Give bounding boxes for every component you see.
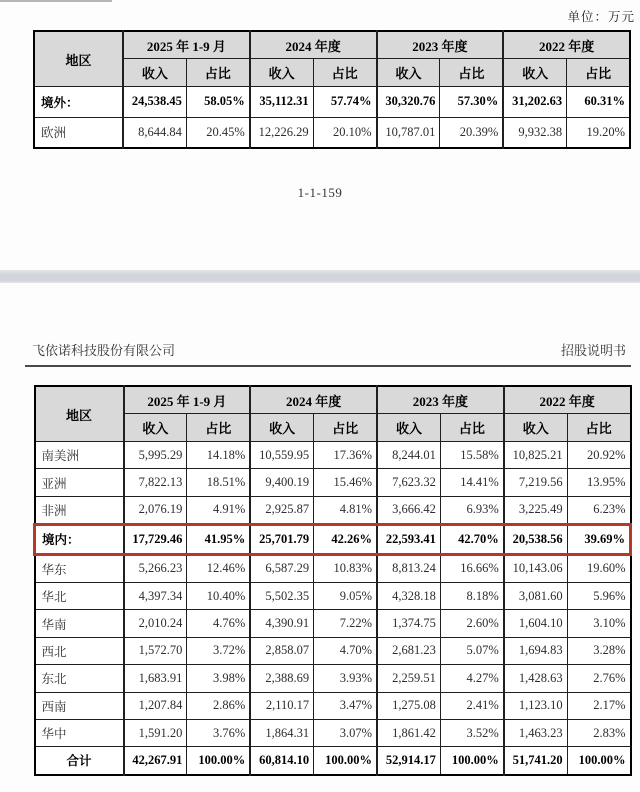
region-label: 西南 bbox=[35, 692, 124, 719]
revenue-value: 35,112.31 bbox=[250, 87, 313, 118]
revenue-value: 2,681.23 bbox=[377, 637, 440, 664]
revenue-value: 7,219.56 bbox=[504, 469, 567, 496]
column-header-region: 地区 bbox=[34, 31, 123, 87]
revenue-value: 2,010.24 bbox=[124, 610, 187, 637]
table-header-rows bbox=[35, 386, 631, 442]
revenue-value: 6,587.29 bbox=[250, 554, 313, 582]
revenue-value: 4,397.34 bbox=[124, 582, 187, 609]
ratio-value: 20.10% bbox=[313, 117, 376, 148]
region-label: 南美洲 bbox=[35, 442, 124, 469]
column-header-period: 2022 年度 bbox=[503, 31, 630, 59]
ratio-value: 10.83% bbox=[314, 554, 377, 582]
ratio-value: 3.10% bbox=[567, 610, 630, 637]
ratio-value: 3.72% bbox=[187, 637, 250, 664]
revenue-value: 51,741.20 bbox=[504, 747, 567, 775]
revenue-value: 2,388.69 bbox=[250, 665, 313, 692]
revenue-value: 1,572.70 bbox=[124, 637, 187, 664]
revenue-value: 1,428.63 bbox=[504, 665, 567, 692]
ratio-value: 2.83% bbox=[567, 719, 630, 746]
revenue-value: 8,244.01 bbox=[377, 442, 440, 469]
ratio-value: 13.95% bbox=[567, 469, 630, 496]
unit-label: 单位：万元 bbox=[567, 10, 635, 24]
revenue-value: 9,932.38 bbox=[503, 117, 566, 148]
region-label: 合计 bbox=[35, 747, 124, 775]
region-label: 西北 bbox=[35, 637, 124, 664]
ratio-value: 15.46% bbox=[314, 469, 377, 496]
ratio-value: 4.70% bbox=[314, 637, 377, 664]
ratio-value: 5.07% bbox=[440, 637, 503, 664]
table-row bbox=[35, 665, 631, 692]
revenue-value: 4,328.18 bbox=[377, 582, 440, 609]
revenue-value: 2,925.87 bbox=[250, 496, 313, 524]
revenue-value: 1,374.75 bbox=[377, 610, 440, 637]
ratio-value: 19.20% bbox=[567, 117, 630, 148]
revenue-value: 1,864.31 bbox=[250, 719, 313, 746]
revenue-value: 2,110.17 bbox=[250, 692, 313, 719]
table-row bbox=[35, 692, 631, 719]
ratio-value: 100.00% bbox=[440, 747, 503, 775]
column-header-income: 收入 bbox=[124, 414, 187, 442]
revenue-value: 22,593.41 bbox=[377, 525, 440, 554]
column-header-period: 2025 年 1-9 月 bbox=[124, 386, 251, 414]
region-label: 欧洲 bbox=[34, 117, 123, 148]
ratio-value: 3.47% bbox=[314, 692, 377, 719]
ratio-value: 4.27% bbox=[440, 665, 503, 692]
table-row bbox=[35, 469, 631, 496]
column-header-income: 收入 bbox=[503, 59, 566, 87]
table-row bbox=[35, 525, 631, 554]
revenue-value: 10,559.95 bbox=[250, 442, 313, 469]
revenue-value: 42,267.91 bbox=[124, 747, 187, 775]
region-label: 东北 bbox=[35, 665, 124, 692]
column-header-ratio: 占比 bbox=[567, 59, 630, 87]
ratio-value: 3.28% bbox=[567, 637, 630, 664]
table-body-rows bbox=[34, 87, 630, 149]
column-header-ratio: 占比 bbox=[440, 414, 503, 442]
column-header-period: 2024 年度 bbox=[250, 386, 377, 414]
column-header-period: 2022 年度 bbox=[504, 386, 631, 414]
revenue-value: 8,644.84 bbox=[123, 117, 186, 148]
revenue-value: 10,787.01 bbox=[377, 117, 440, 148]
ratio-value: 3.98% bbox=[187, 665, 250, 692]
ratio-value: 7.22% bbox=[314, 610, 377, 637]
scan-artifact-line bbox=[0, 0, 112, 2]
revenue-value: 3,225.49 bbox=[504, 496, 567, 524]
region-label: 华东 bbox=[35, 554, 124, 582]
ratio-value: 2.60% bbox=[440, 610, 503, 637]
ratio-value: 3.07% bbox=[314, 719, 377, 746]
column-header-ratio: 占比 bbox=[313, 59, 376, 87]
ratio-value: 100.00% bbox=[567, 747, 630, 775]
ratio-value: 41.95% bbox=[187, 525, 250, 554]
ratio-value: 100.00% bbox=[314, 747, 377, 775]
table-row bbox=[35, 496, 631, 524]
column-header-ratio: 占比 bbox=[314, 414, 377, 442]
ratio-value: 60.31% bbox=[567, 87, 630, 118]
table-row bbox=[35, 610, 631, 637]
ratio-value: 6.93% bbox=[440, 496, 503, 524]
ratio-value: 3.93% bbox=[314, 665, 377, 692]
ratio-value: 39.69% bbox=[567, 525, 630, 554]
ratio-value: 4.91% bbox=[187, 496, 250, 524]
ratio-value: 2.41% bbox=[440, 692, 503, 719]
ratio-value: 12.46% bbox=[187, 554, 250, 582]
revenue-value: 10,143.06 bbox=[504, 554, 567, 582]
company-name: 飞依诺科技股份有限公司 bbox=[32, 343, 176, 358]
revenue-value: 20,538.56 bbox=[504, 525, 567, 554]
ratio-value: 17.36% bbox=[314, 442, 377, 469]
table-row bbox=[35, 554, 631, 582]
ratio-value: 5.96% bbox=[567, 582, 630, 609]
revenue-value: 2,858.07 bbox=[250, 637, 313, 664]
column-header-income: 收入 bbox=[504, 414, 567, 442]
region-label: 亚洲 bbox=[35, 469, 124, 496]
revenue-value: 2,076.19 bbox=[124, 496, 187, 524]
revenue-value: 1,683.91 bbox=[124, 665, 187, 692]
page-number: 1-1-159 bbox=[297, 185, 343, 200]
revenue-value: 4,390.91 bbox=[250, 610, 313, 637]
revenue-value: 1,861.42 bbox=[377, 719, 440, 746]
column-header-ratio: 占比 bbox=[567, 414, 630, 442]
ratio-value: 14.41% bbox=[440, 469, 503, 496]
revenue-value: 24,538.45 bbox=[123, 87, 186, 118]
ratio-value: 3.76% bbox=[187, 719, 250, 746]
ratio-value: 18.51% bbox=[187, 469, 250, 496]
revenue-value: 3,081.60 bbox=[504, 582, 567, 609]
revenue-value: 10,825.21 bbox=[504, 442, 567, 469]
region-label: 境外： bbox=[34, 87, 123, 118]
revenue-value: 1,207.84 bbox=[124, 692, 187, 719]
region-label: 境内： bbox=[35, 525, 124, 554]
region-label: 华中 bbox=[35, 719, 124, 746]
revenue-value: 7,623.32 bbox=[377, 469, 440, 496]
ratio-value: 57.30% bbox=[440, 87, 503, 118]
ratio-value: 57.74% bbox=[313, 87, 376, 118]
ratio-value: 10.40% bbox=[187, 582, 250, 609]
domestic-revenue-table bbox=[33, 385, 632, 776]
ratio-value: 58.05% bbox=[186, 87, 249, 118]
revenue-value: 31,202.63 bbox=[503, 87, 566, 118]
revenue-value: 8,813.24 bbox=[377, 554, 440, 582]
doc-type-label: 招股说明书 bbox=[560, 343, 626, 358]
ratio-value: 20.92% bbox=[567, 442, 630, 469]
table-row bbox=[34, 117, 630, 148]
revenue-value: 1,694.83 bbox=[504, 637, 567, 664]
revenue-value: 17,729.46 bbox=[124, 525, 187, 554]
ratio-value: 2.76% bbox=[567, 665, 630, 692]
revenue-value: 2,259.51 bbox=[377, 665, 440, 692]
table-body-rows bbox=[35, 442, 631, 775]
region-label: 非洲 bbox=[35, 496, 124, 524]
ratio-value: 8.18% bbox=[440, 582, 503, 609]
region-label: 华南 bbox=[35, 610, 124, 637]
revenue-value: 12,226.29 bbox=[250, 117, 313, 148]
region-label: 华北 bbox=[35, 582, 124, 609]
ratio-value: 14.18% bbox=[187, 442, 250, 469]
doc-header bbox=[25, 340, 631, 367]
table-row bbox=[35, 747, 631, 775]
column-header-income: 收入 bbox=[250, 59, 313, 87]
ratio-value: 20.39% bbox=[440, 117, 503, 148]
table-header-rows bbox=[34, 31, 630, 87]
revenue-value: 1,604.10 bbox=[504, 610, 567, 637]
ratio-value: 15.58% bbox=[440, 442, 503, 469]
table-row bbox=[35, 442, 631, 469]
revenue-value: 5,502.35 bbox=[250, 582, 313, 609]
table-row bbox=[35, 719, 631, 746]
ratio-value: 2.86% bbox=[187, 692, 250, 719]
page-separator-bar bbox=[0, 270, 640, 283]
ratio-value: 3.52% bbox=[440, 719, 503, 746]
revenue-value: 25,701.79 bbox=[250, 525, 313, 554]
column-header-ratio: 占比 bbox=[440, 59, 503, 87]
revenue-value: 1,591.20 bbox=[124, 719, 187, 746]
ratio-value: 20.45% bbox=[186, 117, 249, 148]
revenue-value: 3,666.42 bbox=[377, 496, 440, 524]
revenue-value: 30,320.76 bbox=[377, 87, 440, 118]
ratio-value: 100.00% bbox=[187, 747, 250, 775]
ratio-value: 4.76% bbox=[187, 610, 250, 637]
ratio-value: 2.17% bbox=[567, 692, 630, 719]
overseas-revenue-table bbox=[33, 30, 631, 149]
ratio-value: 9.05% bbox=[314, 582, 377, 609]
column-header-income: 收入 bbox=[377, 59, 440, 87]
revenue-value: 5,266.23 bbox=[124, 554, 187, 582]
ratio-value: 6.23% bbox=[567, 496, 630, 524]
revenue-value: 52,914.17 bbox=[377, 747, 440, 775]
revenue-value: 1,275.08 bbox=[377, 692, 440, 719]
ratio-value: 42.26% bbox=[314, 525, 377, 554]
column-header-period: 2025 年 1-9 月 bbox=[123, 31, 250, 59]
ratio-value: 16.66% bbox=[440, 554, 503, 582]
column-header-income: 收入 bbox=[123, 59, 186, 87]
ratio-value: 42.70% bbox=[440, 525, 503, 554]
revenue-value: 1,123.10 bbox=[504, 692, 567, 719]
revenue-value: 9,400.19 bbox=[250, 469, 313, 496]
revenue-value: 7,822.13 bbox=[124, 469, 187, 496]
column-header-ratio: 占比 bbox=[187, 414, 250, 442]
revenue-value: 60,814.10 bbox=[250, 747, 313, 775]
column-header-region: 地区 bbox=[35, 386, 124, 442]
column-header-period: 2023 年度 bbox=[377, 386, 504, 414]
ratio-value: 4.81% bbox=[314, 496, 377, 524]
ratio-value: 19.60% bbox=[567, 554, 630, 582]
column-header-period: 2024 年度 bbox=[250, 31, 377, 59]
revenue-value: 5,995.29 bbox=[124, 442, 187, 469]
table-row bbox=[35, 637, 631, 664]
table-row bbox=[34, 87, 630, 118]
table-row bbox=[35, 582, 631, 609]
column-header-period: 2023 年度 bbox=[377, 31, 504, 59]
column-header-ratio: 占比 bbox=[186, 59, 249, 87]
revenue-value: 1,463.23 bbox=[504, 719, 567, 746]
column-header-income: 收入 bbox=[250, 414, 313, 442]
column-header-income: 收入 bbox=[377, 414, 440, 442]
